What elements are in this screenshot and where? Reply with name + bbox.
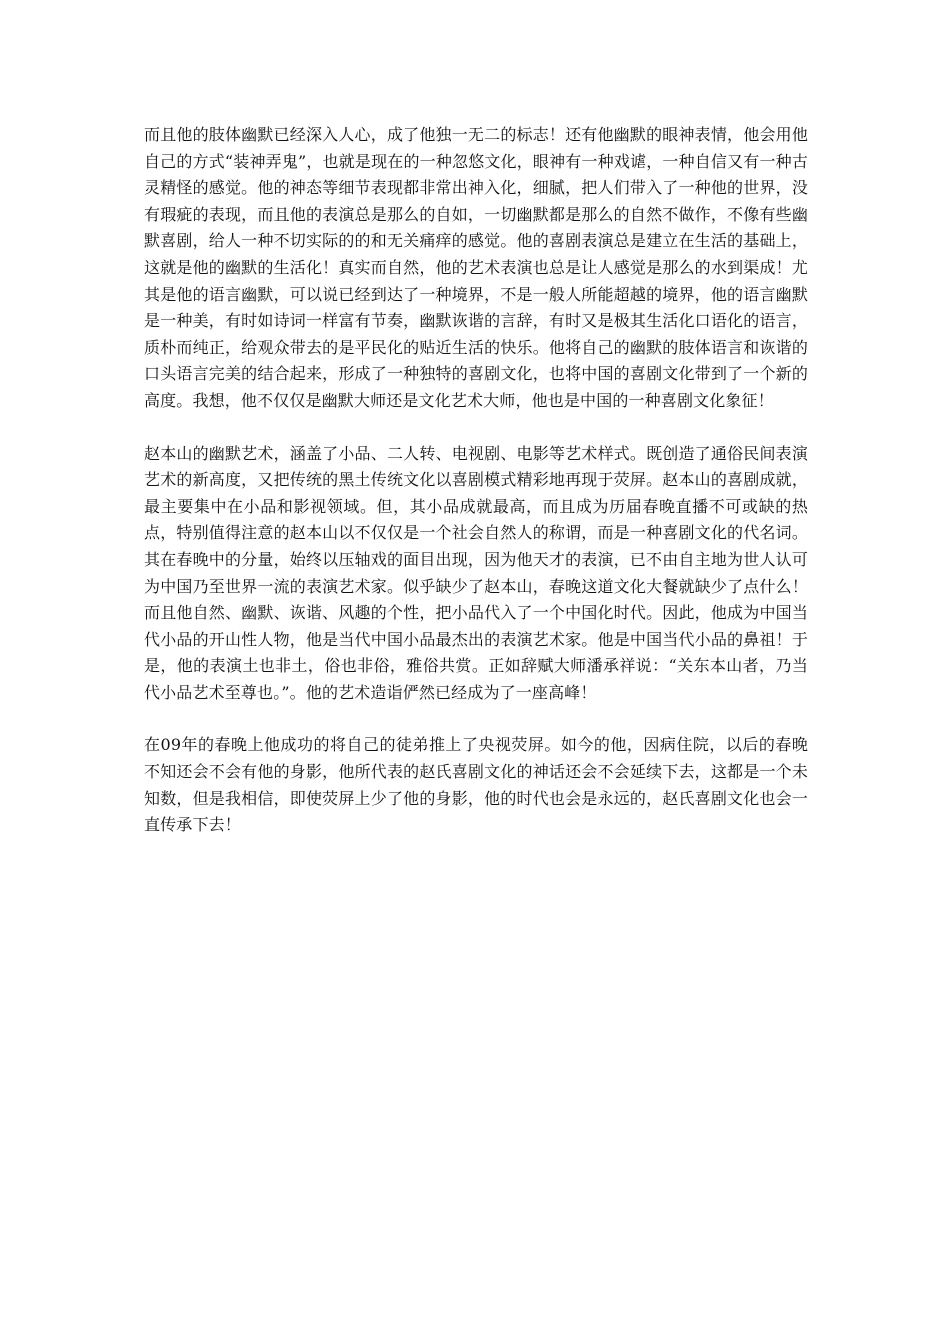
paragraph-2: 赵本山的幽默艺术，涵盖了小品、二人转、电视剧、电影等艺术样式。既创造了通俗民间表演艺术的新高度，又把传统的黑土传统文化以喜剧模式精彩地再现于荧屏。赵本山的喜剧成就，最主要集中在小品和影视领域。但，其小品成就最高，而且成为历届春晚直播不可或缺的热点，特别值得注意的赵本山以不仅仅是一个社会自然人的称谓，而是一种喜剧文化的代名词。其在春晚中的分量，始终以压轴戏的面目出现，因为他天才的表演，已不由自主地为世人认可为中国乃至世界一流的表演艺术家。似乎缺少了赵本山，春晚这道文化大餐就缺少了点什么！而且他自然、幽默、诙谐、风趣的个性，把小品代入了一个中国化时代。因此，他成为中国当代小品的开山性人物，他是当代中国小品最杰出的表演艺术家。他是中国当代小品的鼻祖！于是，他的表演土也非土，俗也非俗，雅俗共赏。正如辞赋大师潘承祥说：“关东本山者，乃当代小品艺术至尊也。”。他的艺术造诣俨然已经成为了一座高峰！ bbox=[144, 443, 808, 702]
paragraph-1: 而且他的肢体幽默已经深入人心，成了他独一无二的标志！还有他幽默的眼神表情，他会用他自己的方式“装神弄鬼”，也就是现在的一种忽悠文化，眼神有一种戏谑，一种自信又有一种古灵精怪的感觉。他的神态等细节表现都非常出神入化，细腻，把人们带入了一种他的世界，没有瑕疵的表现，而且他的表演总是那么的自如，一切幽默都是那么的自然不做作，不像有些幽默喜剧，给人一种不切实际的的和无关痛痒的感觉。他的喜剧表演总是建立在生活的基础上，这就是他的幽默的生活化！真实而自然，他的艺术表演也总是让人感觉是那么的水到渠成！尤其是他的语言幽默，可以说已经到达了一种境界，不是一般人所能超越的境界，他的语言幽默是一种美，有时如诗词一样富有节奏，幽默诙谐的言辞，有时又是极其生活化口语化的语言，质朴而纯正，给观众带去的是平民化的贴近生活的快乐。他将自己的幽默的肢体语言和诙谐的口头语言完美的结合起来，形成了一种独特的喜剧文化，也将中国的喜剧文化带到了一个新的高度。我想，他不仅仅是幽默大师还是文化艺术大师，他也是中国的一种喜剧文化象征！ bbox=[144, 125, 808, 410]
document-body bbox=[144, 122, 808, 865]
paragraph-3: 在09年的春晚上他成功的将自己的徒弟推上了央视荧屏。如今的他，因病住院，以后的春晚不知还会不会有他的身影，他所代表的赵氏喜剧文化的神话还会不会延续下去，这都是一个未知数，但是我相信，即使荧屏上少了他的身影，他的时代也会是永远的，赵氏喜剧文化也会一直传承下去！ bbox=[144, 735, 808, 835]
